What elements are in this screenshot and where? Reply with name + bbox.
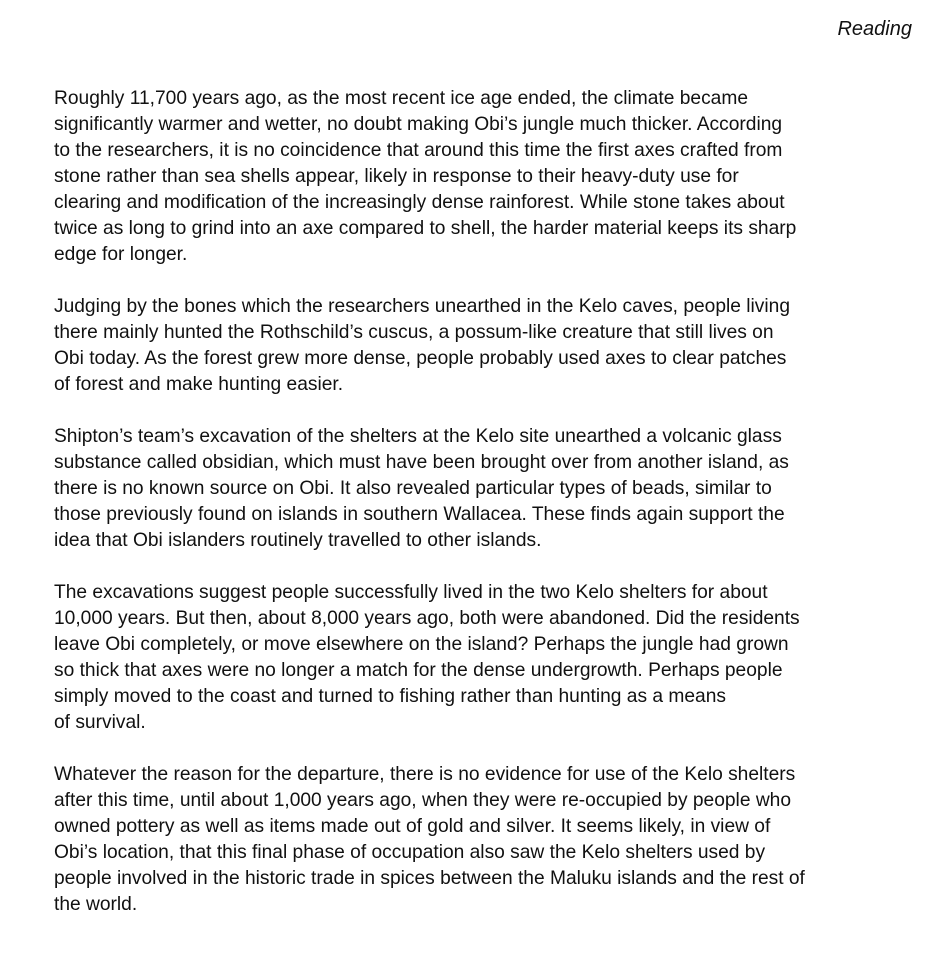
section-label: Reading (837, 18, 912, 40)
text-line: simply moved to the coast and turned to fishing rather than hunting as a means (54, 686, 726, 707)
text-line: the world. (54, 894, 138, 915)
paragraph-4 (54, 580, 916, 736)
text-line: those previously found on islands in southern Wallacea. These finds again support the (54, 504, 785, 525)
text-line: of survival. (54, 712, 146, 733)
text-line: there is no known source on Obi. It also revealed particular types of beads, similar to (54, 478, 772, 499)
text-line: Shipton’s team’s excavation of the shelters at the Kelo site unearthed a volcanic glass (54, 426, 782, 447)
paragraph-5 (54, 762, 916, 918)
text-line: to the researchers, it is no coincidence that around this time the first axes crafted from (54, 140, 783, 161)
text-line: so thick that axes were no longer a match for the dense undergrowth. Perhaps people (54, 660, 783, 681)
text-line: clearing and modification of the increasingly dense rainforest. While stone takes about (54, 192, 785, 213)
text-line: leave Obi completely, or move elsewhere on the island? Perhaps the jungle had grown (54, 634, 789, 655)
text-line: significantly warmer and wetter, no doubt making Obi’s jungle much thicker. According (54, 114, 783, 135)
text-line: The excavations suggest people successfully lived in the two Kelo shelters for about (54, 582, 768, 603)
text-line: Judging by the bones which the researchers unearthed in the Kelo caves, people living (54, 296, 790, 317)
text-line: stone rather than sea shells appear, likely in response to their heavy-duty use for (54, 166, 739, 187)
text-line: substance called obsidian, which must have been brought over from another island, as (54, 452, 789, 473)
text-line: owned pottery as well as items made out of gold and silver. It seems likely, in view of (54, 816, 771, 837)
text-line: Whatever the reason for the departure, there is no evidence for use of the Kelo shelters (54, 764, 796, 785)
paragraph-2 (54, 294, 916, 398)
paragraph-1 (54, 86, 916, 268)
text-line: 10,000 years. But then, about 8,000 years ago, both were abandoned. Did the residents (54, 608, 800, 629)
text-line: Obi today. As the forest grew more dense, people probably used axes to clear patches (54, 348, 787, 369)
text-line: of forest and make hunting easier. (54, 374, 344, 395)
text-line: people involved in the historic trade in spices between the Maluku islands and the rest of (54, 868, 805, 889)
reading-passage (54, 86, 916, 944)
text-line: there mainly hunted the Rothschild’s cuscus, a possum-like creature that still lives on (54, 322, 774, 343)
text-line: after this time, until about 1,000 years ago, when they were re-occupied by people who (54, 790, 792, 811)
paragraph-3 (54, 424, 916, 554)
text-line: Roughly 11,700 years ago, as the most recent ice age ended, the climate became (54, 88, 749, 109)
text-line: idea that Obi islanders routinely travelled to other islands. (54, 530, 542, 551)
text-line: edge for longer. (54, 244, 188, 265)
text-line: Obi’s location, that this final phase of occupation also saw the Kelo shelters used by (54, 842, 766, 863)
text-line: twice as long to grind into an axe compared to shell, the harder material keeps its sharp (54, 218, 797, 239)
